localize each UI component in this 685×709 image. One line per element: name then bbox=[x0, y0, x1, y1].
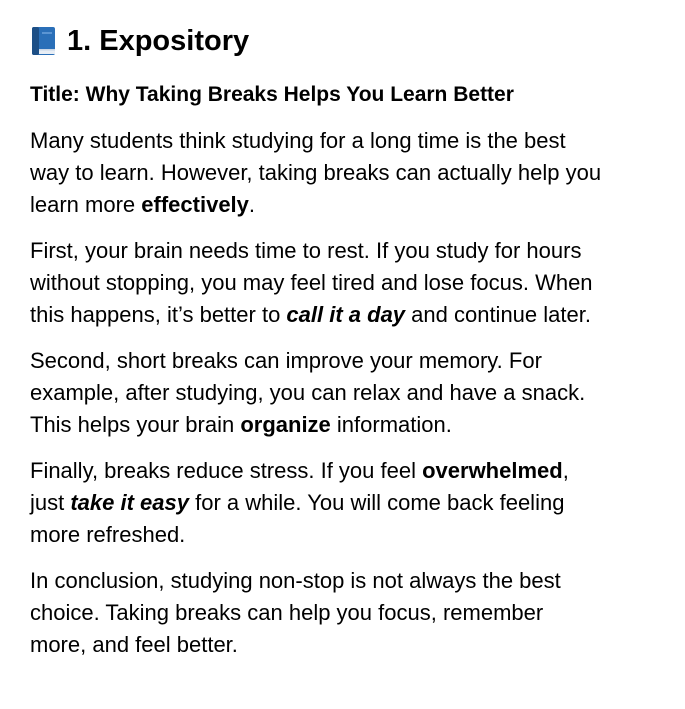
bold-term: effectively bbox=[141, 192, 249, 217]
text-line: First, your brain needs time to rest. If you study for hours bbox=[30, 238, 582, 263]
text-line: more, and feel better. bbox=[30, 632, 238, 657]
text-line: Finally, breaks reduce stress. If you feel overwhelmed, bbox=[30, 458, 569, 483]
text-line: learn more effectively. bbox=[30, 192, 256, 217]
paragraph-second bbox=[30, 345, 660, 441]
bold-term: overwhelmed bbox=[422, 458, 563, 483]
paragraph-conclusion bbox=[30, 565, 660, 661]
paragraph-finally bbox=[30, 455, 660, 551]
idiom-term: call it a day bbox=[286, 302, 406, 327]
text-line: In conclusion, studying non-stop is not always the best bbox=[30, 568, 561, 593]
article-title: Title: Why Taking Breaks Helps You Learn Better bbox=[30, 83, 514, 106]
idiom-term: take it easy bbox=[70, 490, 189, 515]
text-line: choice. Taking breaks can help you focus, remember bbox=[30, 600, 544, 625]
text-line: without stopping, you may feel tired and lose focus. When bbox=[30, 270, 593, 295]
section-heading bbox=[30, 18, 660, 64]
bold-term: organize bbox=[240, 412, 331, 437]
text-line: just take it easy for a while. You will come back feeling bbox=[30, 490, 565, 515]
text-line: Many students think studying for a long time is the best bbox=[30, 128, 566, 153]
paragraph-first bbox=[30, 235, 660, 331]
text-line: This helps your brain organize information. bbox=[30, 412, 452, 437]
heading-text: 1. Expository bbox=[67, 25, 250, 57]
blue-book-icon bbox=[30, 26, 57, 56]
text-line: more refreshed. bbox=[30, 522, 186, 547]
text-line: Second, short breaks can improve your memory. For bbox=[30, 348, 542, 373]
text-line: example, after studying, you can relax and have a snack. bbox=[30, 380, 586, 405]
text-line: this happens, it’s better to call it a day and continue later. bbox=[30, 302, 591, 327]
text-line: way to learn. However, taking breaks can actually help you bbox=[30, 160, 602, 185]
paragraph-intro bbox=[30, 125, 660, 221]
document bbox=[30, 18, 660, 661]
